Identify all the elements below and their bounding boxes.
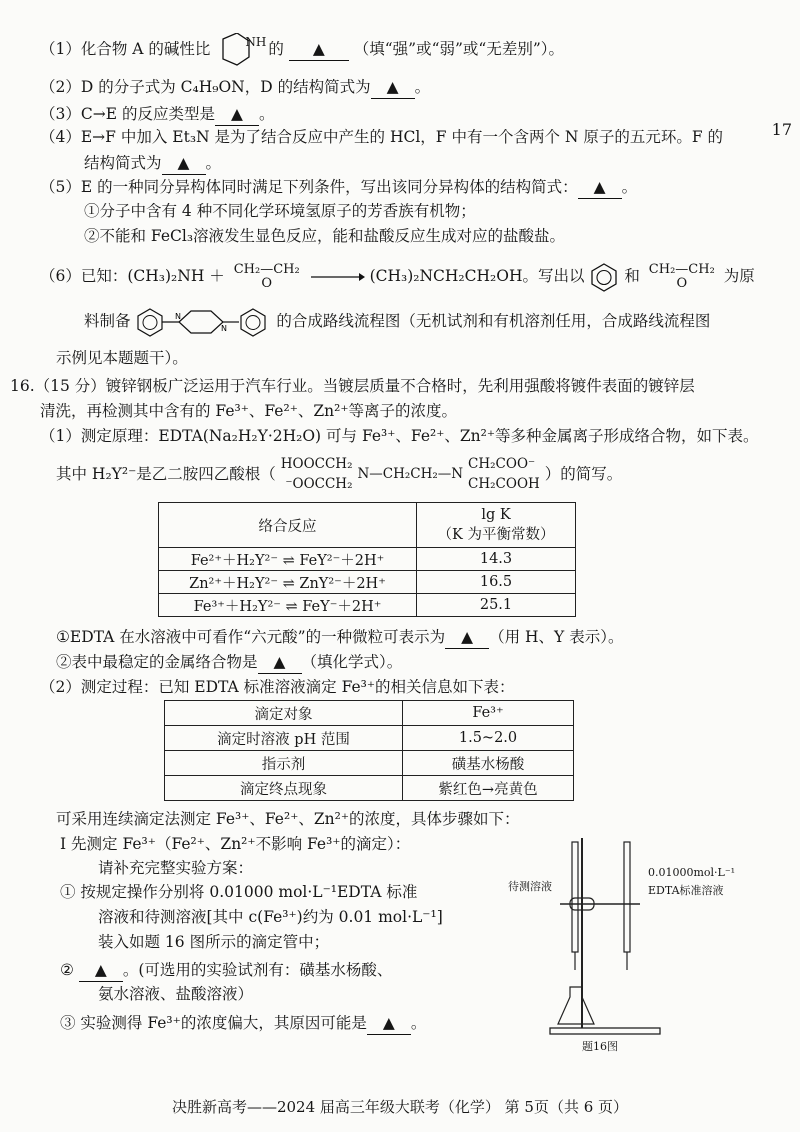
titration-table: [164, 700, 574, 801]
page-edge-mark: 17: [771, 120, 792, 139]
edta-top-right: CH₂COO⁻: [468, 456, 536, 472]
epoxide-o-2: O: [676, 276, 688, 291]
q16-s2a: [60, 959, 392, 982]
q16-s3-blank: ▲: [367, 1012, 411, 1035]
lgk-cell: 25.1: [417, 594, 576, 617]
value-cell: 紫红色→亮黄色: [403, 776, 574, 801]
q16-s2a-post: 。(可选用的实验试剂有：磺基水杨酸、: [122, 961, 393, 979]
key-cell: 指示剂: [165, 751, 403, 776]
q16-s1a: ① 按规定操作分别将 0.01000 mol·L⁻¹EDTA 标准: [60, 883, 418, 901]
q15-p4-blank: ▲: [162, 152, 206, 175]
q15-part6-line3: 示例见本题题干）。: [56, 349, 188, 367]
q16-part1-text: （1）测定原理：EDTA(Na₂H₂Y·2H₂O) 可与 Fe³⁺、Fe²⁺、Zn²⁺等多种金属离子形成络合物，如下表。: [40, 427, 759, 445]
q16-continuous-text: 可采用连续滴定法测定 Fe³⁺、Fe²⁺、Zn²⁺的浓度，具体步骤如下：: [56, 810, 520, 828]
q15-part5: [40, 176, 637, 199]
q15-p5-condition2: ②不能和 FeCl₃溶液发生显色反应，能和盐酸反应生成对应的盐酸盐。: [84, 227, 566, 245]
key-cell: 滴定时溶液 pH 范围: [165, 726, 403, 751]
q15-p2-post: 。: [414, 78, 431, 96]
complex-table: [158, 502, 576, 617]
q16-q1b-pre: ②表中最稳定的金属络合物是: [56, 653, 258, 671]
table-row: [159, 571, 576, 594]
q15-p6-suffix: 为原: [723, 267, 755, 285]
q16-s2a-pre: ②: [60, 961, 74, 979]
epoxide-o: O: [261, 276, 273, 291]
q15-p2-pre: （2）D 的分子式为 C₄H₉ON，D 的结构简式为: [40, 78, 371, 96]
q15-p6-l2-pre: 料制备: [84, 312, 131, 330]
q15-p6-pre: （6）已知：(CH₃)₂NH ＋: [40, 267, 225, 285]
q15-p2-blank: ▲: [371, 76, 415, 99]
q16-q1b: [56, 651, 402, 674]
reaction-cell: Fe²⁺＋H₂Y²⁻ ⇌ FeY²⁻＋2H⁺: [159, 548, 417, 571]
fig-caption: 题16图: [582, 1040, 618, 1053]
table-row: [165, 701, 574, 726]
q16-q1a-post: （用 H、Y 表示）。: [489, 628, 624, 646]
q15-p5-blank: ▲: [578, 176, 622, 199]
q15-p5-pre: （5）E 的一种同分异构体同时满足下列条件，写出该同分异构体的结构简式：: [40, 178, 578, 196]
q15-part3: [40, 103, 274, 126]
epoxide-structure-2: [649, 263, 715, 291]
q15-p1-ring-label: NH: [245, 35, 267, 49]
q15-p6-product: (CH₃)₂NCH₂CH₂OH。写出以: [369, 267, 585, 285]
fig-right-label-1: 0.01000mol·L⁻¹: [648, 866, 736, 879]
fig-left-label: 待测溶液: [508, 880, 552, 893]
q15-part4-line1: （4）E→F 中加入 Et₃N 是为了结合反应中产生的 HCl，F 中有一个含两个 N 原子的五元环。F 的: [40, 128, 724, 146]
q15-p4-l2-post: 。: [205, 154, 222, 172]
edta-bottom-right: CH₂COOH: [468, 476, 540, 492]
q15-part4-line2: [84, 152, 221, 175]
q16-intro-line1: 16.（15 分）镀锌钢板广泛运用于汽车行业。当镀层质量不合格时，先利用强酸将镀件表面的镀锌层: [10, 377, 695, 395]
svg-text:N: N: [221, 324, 228, 333]
q15-p1-blank: ▲: [289, 38, 349, 61]
table-row: [165, 751, 574, 776]
value-cell: 1.5~2.0: [403, 726, 574, 751]
reaction-cell: Zn²⁺＋H₂Y²⁻ ⇌ ZnY²⁻＋2H⁺: [159, 571, 417, 594]
edta-left-groups: [281, 454, 353, 494]
q16-q1b-post: （填化学式）。: [301, 653, 403, 671]
fig-right-label-2: EDTA标准溶液: [648, 884, 724, 897]
q15-p5-post: 。: [621, 178, 638, 196]
titration-apparatus-icon: [490, 832, 790, 1052]
benzene-ring-icon: [589, 262, 619, 292]
lgk-cell: 14.3: [417, 548, 576, 571]
table-row: [159, 594, 576, 617]
q15-p1-post: （填“强”或“弱”或“无差别”）。: [353, 40, 565, 58]
q16-step-i-2: 请补充完整实验方案：: [98, 859, 254, 877]
reaction-cell: Fe³⁺＋H₂Y²⁻ ⇌ FeY⁻＋2H⁺: [159, 594, 417, 617]
figure-16: [490, 832, 790, 1052]
q15-p5-condition1: ①分子中含有 4 种不同化学环境氢原子的芳香族有机物；: [84, 202, 476, 220]
reaction-arrow-icon: [309, 271, 365, 283]
q16-s3: [60, 1012, 426, 1035]
lgk-cell: 16.5: [417, 571, 576, 594]
header-lgk: [417, 503, 576, 548]
table-row: [165, 776, 574, 801]
q16-s3-post: 。: [410, 1014, 427, 1032]
q16-s2b: 氨水溶液、盐酸溶液）: [98, 985, 254, 1003]
h2y-pre: 其中 H₂Y²⁻是乙二胺四乙酸根（: [56, 465, 276, 483]
key-cell: 滴定对象: [165, 701, 403, 726]
table-row: [159, 548, 576, 571]
table-header: [159, 503, 576, 548]
h2y-post: ）的简写。: [544, 465, 623, 483]
q15-p1-pre: （1）化合物 A 的碱性比: [40, 40, 211, 58]
q16-q1a: [56, 626, 623, 649]
edta-top-left: HOOCCH₂: [280, 456, 353, 472]
q15-p3-post: 。: [258, 105, 275, 123]
q15-p6-l2-post: 的合成路线流程图（无机试剂和有机溶剂任用，合成路线流程图: [276, 312, 711, 330]
q16-q1a-blank: ▲: [445, 626, 489, 649]
q16-step-i: Ⅰ 先测定 Fe³⁺（Fe²⁺、Zn²⁺不影响 Fe³⁺的滴定）：: [60, 835, 411, 853]
value-cell: Fe³⁺: [403, 701, 574, 726]
table-row: [165, 726, 574, 751]
q15-part6-line1: [40, 262, 755, 292]
q16-intro-line2: 清洗，再检测其中含有的 Fe³⁺、Fe²⁺、Zn²⁺等离子的浓度。: [40, 402, 458, 420]
header-reaction: 络合反应: [159, 503, 417, 548]
header-lgk-b: （K 为平衡常数）: [437, 527, 555, 543]
edta-bottom-left: ⁻OOCCH₂: [285, 476, 353, 492]
epoxide-top-2: CH₂—CH₂: [648, 262, 715, 277]
h2y-definition: [56, 454, 622, 494]
epoxide-structure: [234, 263, 300, 291]
q15-p4-l2-pre: 结构简式为: [84, 154, 162, 172]
page-footer: 决胜新高考——2024 届高三年级大联考（化学） 第 5页（共 6 页）: [171, 1098, 629, 1116]
q15-part6-line2: [84, 306, 710, 337]
q15-p1-mid: 的: [268, 40, 284, 58]
edta-middle: N—CH₂CH₂—N: [357, 466, 464, 482]
key-cell: 滴定终点现象: [165, 776, 403, 801]
q16-s3-pre: ③ 实验测得 Fe³⁺的浓度偏大，其原因可能是: [60, 1014, 367, 1032]
q16-part2-text: （2）测定过程：已知 EDTA 标准溶液滴定 Fe³⁺的相关信息如下表：: [40, 678, 515, 696]
q16-s1c: 装入如题 16 图所示的滴定管中；: [98, 933, 330, 951]
epoxide-top: CH₂—CH₂: [233, 262, 300, 277]
q16-s2a-blank: ▲: [79, 959, 123, 982]
svg-text:N: N: [175, 312, 182, 321]
header-lgk-a: lg K: [481, 507, 511, 523]
q15-p3-pre: （3）C→E 的反应类型是: [40, 105, 215, 123]
q16-s1b: 溶液和待测溶液[其中 c(Fe³⁺)约为 0.01 mol·L⁻¹]: [98, 908, 443, 926]
edta-right-groups: [468, 454, 540, 494]
q15-part1: [40, 35, 565, 61]
q15-part2: [40, 76, 430, 99]
q16-q1a-pre: ①EDTA 在水溶液中可看作“六元酸”的一种微粒可表示为: [56, 628, 446, 646]
q15-p6-and: 和: [624, 267, 640, 285]
q15-p3-blank: ▲: [215, 103, 259, 126]
diphenylpiperazine-structure-icon: [135, 307, 271, 337]
q16-q1b-blank: ▲: [258, 651, 302, 674]
value-cell: 磺基水杨酸: [403, 751, 574, 776]
